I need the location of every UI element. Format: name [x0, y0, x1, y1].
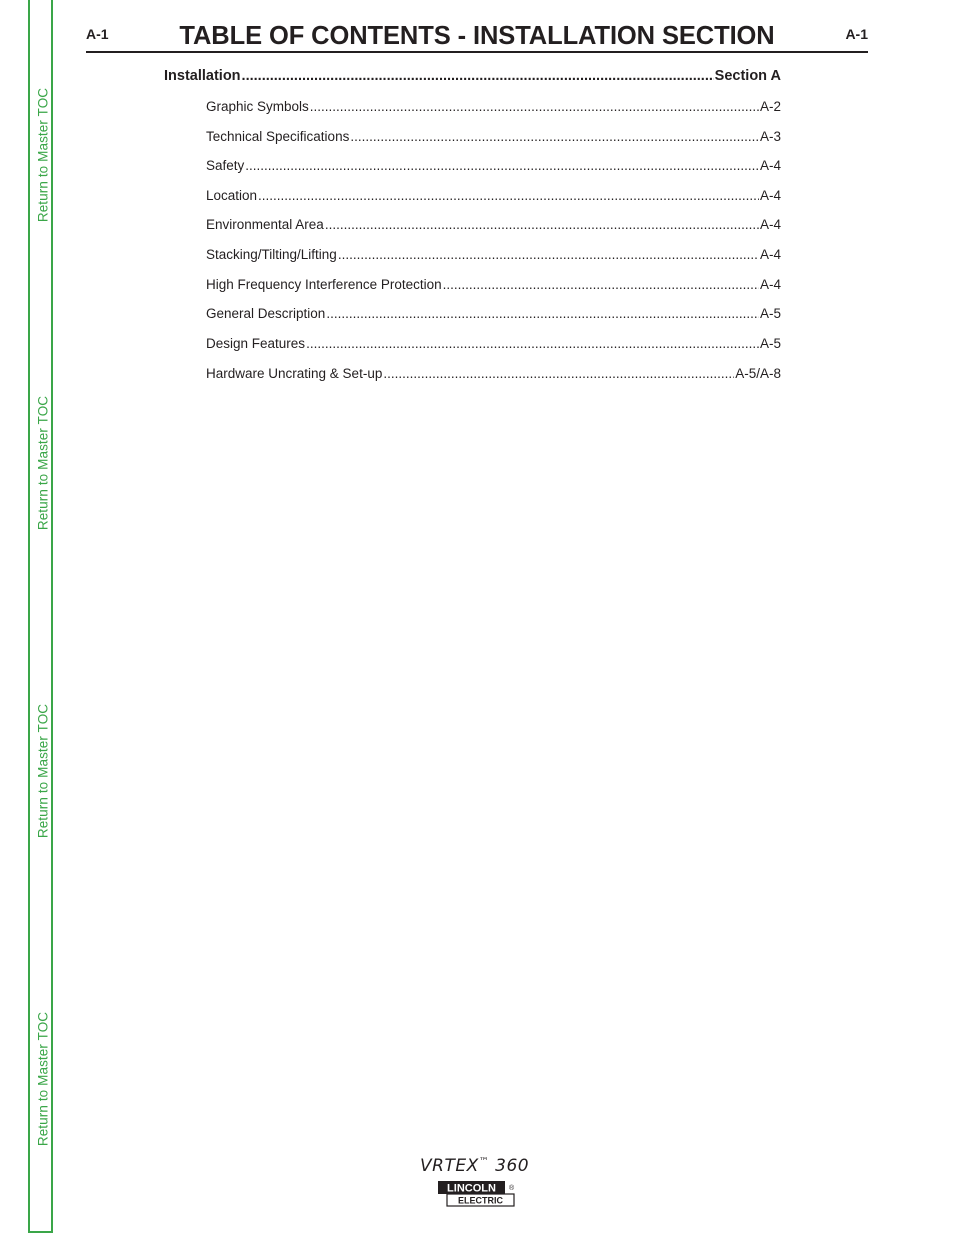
product-brand: VRTEX [420, 1156, 479, 1176]
return-to-master-toc-link-1[interactable] [30, 75, 55, 235]
page-title: TABLE OF CONTENTS - INSTALLATION SECTION [179, 22, 775, 50]
toc-entry-page: A-4 [759, 277, 781, 292]
toc-entry-page: A-4 [759, 188, 781, 203]
product-name [420, 1156, 550, 1176]
toc-entry-technical-specifications[interactable] [206, 129, 781, 144]
footer [420, 1156, 550, 1206]
toc-entry-stacking-tilting-lifting[interactable] [206, 247, 781, 262]
toc-entry-label: Stacking/Tilting/Lifting [206, 247, 337, 262]
toc-entry-label: Design Features [206, 336, 306, 351]
lincoln-electric-logo [437, 1180, 517, 1208]
logo-text-bottom: ELECTRIC [458, 1195, 503, 1206]
toc-entry-location[interactable] [206, 188, 781, 203]
toc-entry-label: General Description [206, 306, 326, 321]
sidebar [28, 0, 53, 1233]
toc-main-page: Section A [714, 68, 781, 84]
sidebar-link-label: Return to Master TOC [35, 87, 50, 223]
registered-mark: ® [509, 1185, 515, 1192]
product-model: 360 [495, 1156, 530, 1176]
sidebar-link-label: Return to Master TOC [35, 395, 50, 531]
toc-entry-label: Safety [206, 158, 245, 173]
toc-entry-label: Technical Specifications [206, 129, 350, 144]
sidebar-link-label: Return to Master TOC [35, 703, 50, 839]
header-rule [86, 51, 868, 53]
toc-entry-label: Environmental Area [206, 217, 324, 232]
trademark-symbol: ™ [478, 1156, 490, 1168]
dot-leader [443, 277, 759, 292]
dot-leader [258, 188, 759, 203]
toc-entry-general-description[interactable] [206, 306, 781, 321]
toc-entry-page: A-5 [759, 336, 781, 351]
dot-leader [245, 158, 759, 173]
sidebar-link-label: Return to Master TOC [35, 1011, 50, 1147]
toc-entry-graphic-symbols[interactable] [206, 99, 781, 114]
toc-entry-page: A-4 [759, 217, 781, 232]
dot-leader [306, 336, 759, 351]
page-number-left: A-1 [86, 26, 109, 42]
dot-leader [326, 306, 759, 321]
toc-entry-design-features[interactable] [206, 336, 781, 351]
toc-entry-high-frequency-interference-protection[interactable] [206, 277, 781, 292]
toc-entry-environmental-area[interactable] [206, 217, 781, 232]
page-number-right: A-1 [845, 26, 868, 42]
toc-entry-page: A-4 [759, 158, 781, 173]
return-to-master-toc-link-2[interactable] [30, 383, 55, 543]
toc-entry-page: A-3 [759, 129, 781, 144]
dot-leader [338, 247, 759, 262]
toc-entry-page: A-5/A-8 [735, 366, 781, 381]
dot-leader [350, 129, 759, 144]
toc-main-entry[interactable] [164, 68, 781, 84]
toc-entry-page: A-2 [759, 99, 781, 114]
return-to-master-toc-link-4[interactable] [30, 999, 55, 1159]
toc-entry-label: Graphic Symbols [206, 99, 309, 114]
dot-leader [383, 366, 734, 381]
toc-entry-label: Location [206, 188, 258, 203]
toc-entry-page: A-4 [759, 247, 781, 262]
toc-main-label: Installation [164, 68, 241, 84]
toc-entry-hardware-uncrating-setup[interactable] [206, 366, 781, 381]
dot-leader [242, 68, 714, 84]
toc-entry-page: A-5 [759, 306, 781, 321]
logo-text-top: LINCOLN [447, 1182, 496, 1195]
return-to-master-toc-link-3[interactable] [30, 691, 55, 851]
dot-leader [325, 217, 759, 232]
toc-entry-label: Hardware Uncrating & Set-up [206, 366, 383, 381]
toc-entry-label: High Frequency Interference Protection [206, 277, 442, 292]
toc-entry-safety[interactable] [206, 158, 781, 173]
dot-leader [310, 99, 759, 114]
